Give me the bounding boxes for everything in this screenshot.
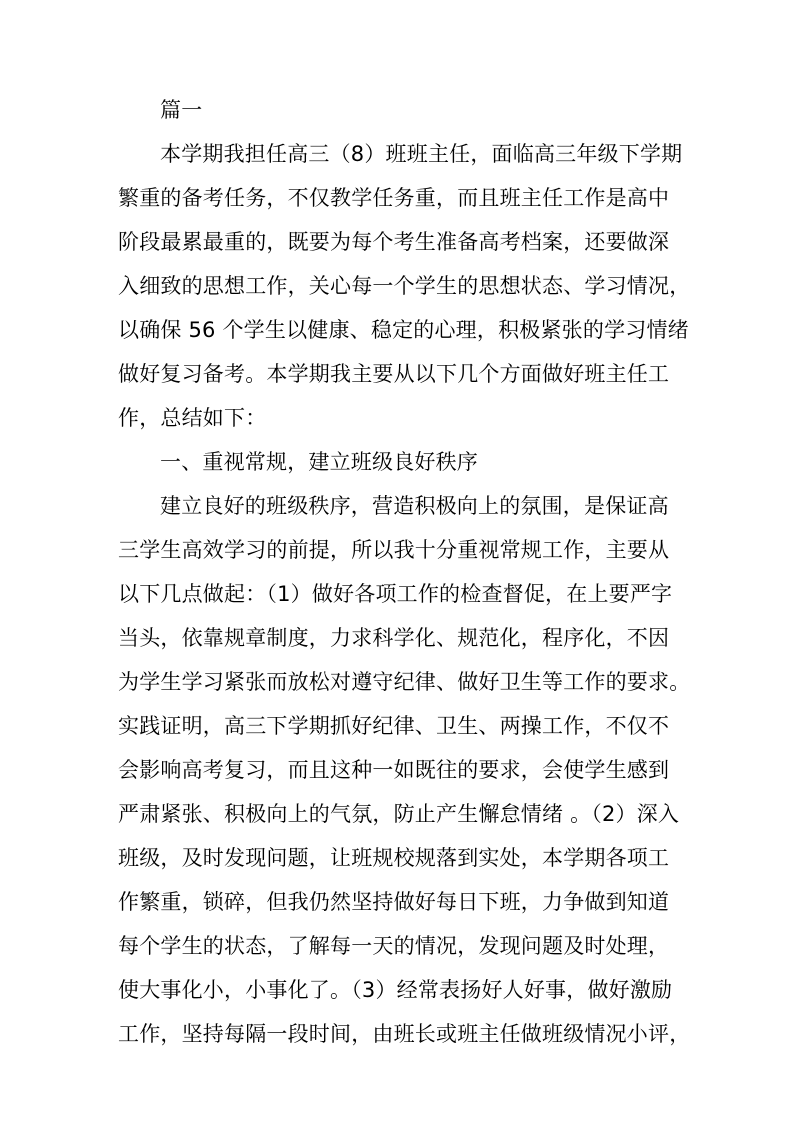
text-line: 每个学生的状态，了解每一天的情况，发现问题及时处理， (118, 934, 670, 958)
subsection-heading: 一、重视常规，建立班级良好秩序 (160, 450, 478, 474)
text-line: 使大事化小，小事化了。（3）经常表扬好人好事，做好激励 (118, 978, 673, 1002)
text-line: 当头，依靠规章制度，力求科学化、规范化，程序化，不因 (118, 626, 670, 650)
text-line: 繁重的备考任务，不仅教学任务重，而且班主任工作是高中 (118, 186, 670, 210)
text-line: 作繁重，锁碎，但我仍然坚持做好每日下班，力争做到知道 (118, 890, 670, 914)
text-line: 做好复习备考。本学期我主要从以下几个方面做好班主任工 (118, 362, 670, 386)
text-line: 严肃紧张、积极向上的气氛，防止产生懈怠情绪 。（2）深入 (118, 802, 680, 826)
text-line: 为学生学习紧张而放松对遵守纪律、做好卫生等工作的要求。 (118, 670, 691, 694)
text-line: 三学生高效学习的前提，所以我十分重视常规工作，主要从 (118, 538, 670, 562)
text-line: 班级，及时发现问题，让班规校规落到实处，本学期各项工 (118, 846, 670, 870)
text-line: 本学期我担任高三（8）班班主任，面临高三年级下学期 (160, 142, 683, 166)
text-line: 工作，坚持每隔一段时间，由班长或班主任做班级情况小评， (118, 1022, 691, 1046)
text-line: 阶段最累最重的，既要为每个考生准备高考档案，还要做深 (118, 230, 670, 254)
text-line: 入细致的思想工作，关心每一个学生的思想状态、学习情况， (118, 274, 691, 298)
text-line: 会影响高考复习，而且这种一如既往的要求，会使学生感到 (118, 758, 670, 782)
section-heading: 篇一 (160, 98, 203, 122)
text-line: 以确保 56 个学生以健康、稳定的心理，积极紧张的学习情绪 (118, 318, 689, 342)
text-line: 以下几点做起：（1）做好各项工作的检查督促，在上要严字 (118, 582, 673, 606)
text-line: 建立良好的班级秩序，营造积极向上的氛围，是保证高 (160, 494, 669, 518)
text-line: 实践证明，高三下学期抓好纪律、卫生、两操工作，不仅不 (118, 714, 670, 738)
text-line: 作，总结如下： (118, 406, 267, 430)
